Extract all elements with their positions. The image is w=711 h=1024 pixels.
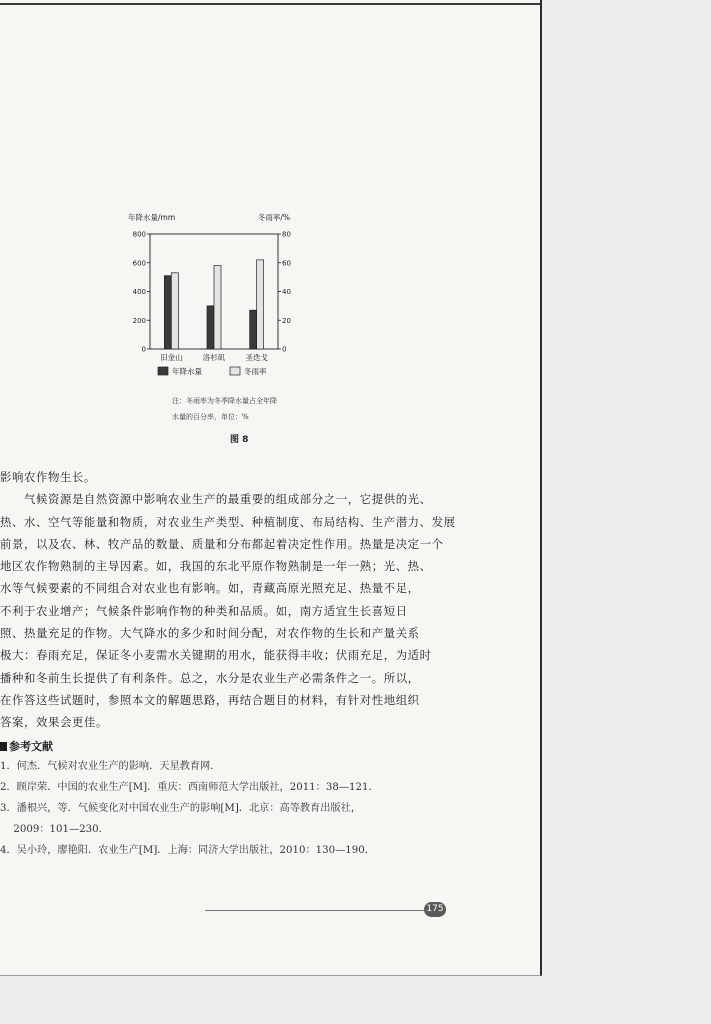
chart-svg [128,208,298,388]
top-rule [0,3,542,5]
body-line: 热、水、空气等能量和物质，对农业生产类型、种植制度、布局结构、生产潜力、发展 [0,514,456,529]
y-left-tick-label: 200 [132,316,146,325]
y-right-tick-label: 80 [282,230,291,239]
y-right-axis-label: 冬雨率/% [257,213,290,222]
y-right-tick-label: 0 [282,345,287,354]
x-tick-label: 圣迭戈 [245,353,268,362]
reference-item: 2009：101—230． [0,824,109,835]
body-line: 前景，以及农、林、牧产品的数量、质量和分布都起着决定性作用。热量是决定一个 [0,536,444,551]
bar-precipitation [250,310,257,349]
body-line: 播种和冬前生长提供了有利条件。总之，水分是农业生产必需条件之一。所以， [0,670,420,685]
bar-precipitation [164,276,171,349]
figure-label: 图 8 [230,435,249,445]
body-line: 不利于农业增产；气候条件影响作物的种类和品质。如，南方适宜生长喜短日 [0,603,408,618]
body-line: 照、热量充足的作物。大气降水的多少和时间分配，对农作物的生长和产量关系 [0,626,420,641]
y-left-tick-label: 0 [141,345,146,354]
body-line: 答案，效果会更佳。 [0,715,108,730]
references-heading-text: 参考文献 [9,740,53,753]
y-left-tick-label: 800 [132,230,146,239]
y-left-tick-label: 400 [132,288,146,296]
body-line: 影响农作物生长。 [0,470,96,484]
bar-winter-rain-rate [257,260,264,349]
bar-precipitation [207,306,214,349]
reference-item: 3．潘根兴，等．气候变化对中国农业生产的影响[M]．北京：高等教育出版社， [0,803,362,814]
reference-item: 1．何杰．气候对农业生产的影响．天星教育网． [0,761,221,772]
body-line: 地区农作物熟制的主导因素。如，我国的东北平原作物熟制是一年一熟；光、热、 [0,559,432,574]
page-number: 175 [424,902,446,917]
bar-winter-rain-rate [214,266,221,349]
footer-rule [205,910,425,911]
body-line: 气候资源是自然资源中影响农业生产的最重要的组成部分之一，它提供的光、 [0,492,432,507]
x-tick-label: 旧金山 [160,353,183,362]
y-right-tick-label: 60 [282,259,291,268]
chart-note-line-2: 水量的百分率，单位：% [172,413,249,421]
y-left-tick-label: 600 [132,259,146,268]
reference-item: 2．顾岸荣．中国的农业生产[M]．重庆：西南师范大学出版社，2011：38—121． [0,782,379,793]
body-text [0,466,465,734]
bar-winter-rain-rate [171,273,178,349]
y-right-tick-label: 20 [282,316,291,325]
chart-note-line-1: 注：冬雨率为冬季降水量占全年降 [172,397,277,405]
references-heading [0,738,53,754]
references-list [0,756,470,861]
chart-note [172,393,322,425]
y-right-tick-label: 40 [282,288,291,296]
reference-item: 4．吴小玲，廖艳阳．农业生产[M]．上海：同济大学出版社，2010：130—190． [0,845,375,856]
legend-swatch [230,367,240,375]
x-tick-label: 洛杉矶 [202,353,226,362]
legend-swatch [158,367,168,375]
legend-label: 冬雨率 [244,367,267,376]
legend-label: 年降水量 [172,367,202,376]
body-line: 极大：春雨充足，保证冬小麦需水关键期的用水，能获得丰收；伏雨充足，为适时 [0,648,432,663]
body-line: 水等气候要素的不同组合对农业也有影响。如，青藏高原光照充足、热量不足， [0,581,420,596]
square-bullet-icon [0,742,7,751]
body-line: 在作答这些试题时，参照本文的解题思路，再结合题目的材料，有针对性地组织 [0,692,420,707]
y-left-axis-label: 年降水量/mm [128,213,176,222]
